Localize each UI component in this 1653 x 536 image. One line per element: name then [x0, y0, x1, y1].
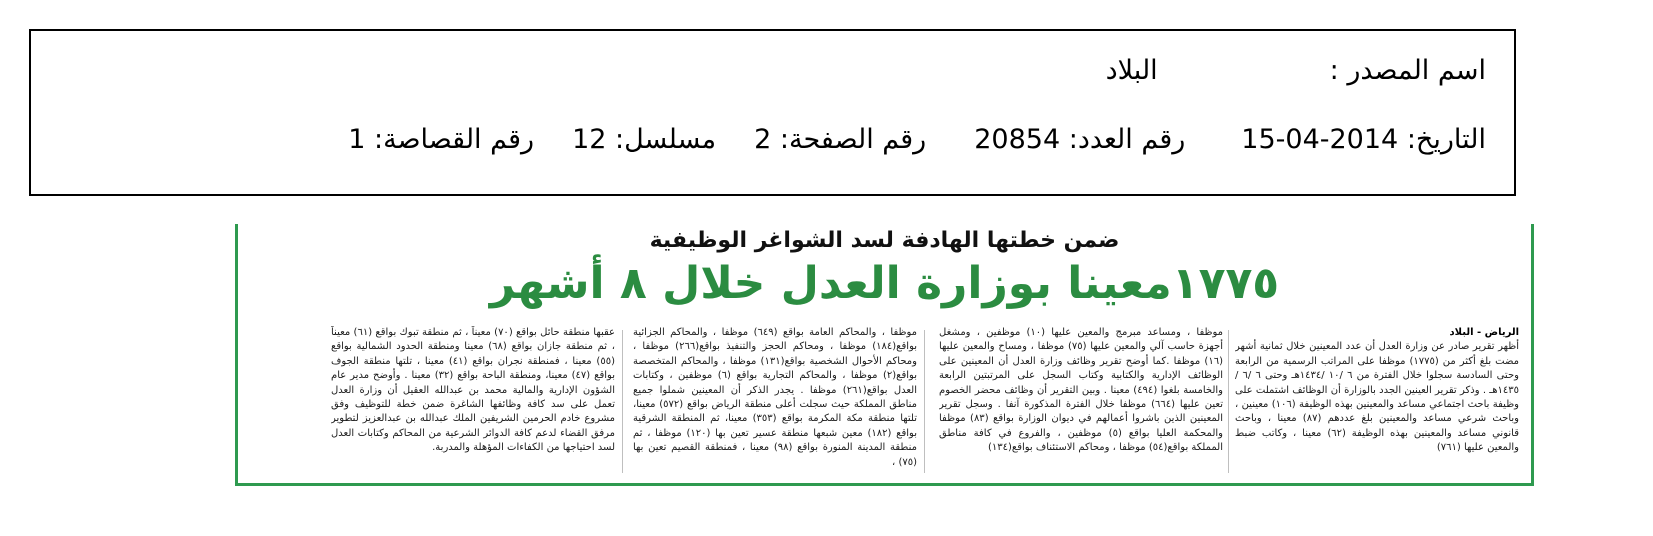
issue-field [974, 126, 1185, 153]
date-label: التاريخ: [1406, 124, 1486, 155]
column-2-text: موظفا ، ومساعد مبرمج والمعين عليها (١٠) موظفين ، ومشغل أجهزة حاسب آلي والمعين عليها (٧٥) موظفا ، ومساح والمعين عليها (١٦) موظفا .كما أوضح تقرير وظائف وزارة العدل أن المعينين على الوظائف الإدارية والكتابية وكتاب السجل على المرتبتين الرابعة والخامسة بلغوا (٤٩٤) معينا . وبين التقرير أن وظائف محضر الخصوم تعين عليها (٦٦٤) موظفا خلال الفترة المذكورة آنفا . وسجل تقرير المعينين الذين باشروا أعمالهم في ديوان الوزارة بواقع (٨٣) موظفا والمحكمة العليا بواقع (٥) موظفين ، والفروع في كافة مناطق المملكة بواقع(٥٤) موظفا ، ومحاكم الاستئناف بواقع(١٣٤) [939, 327, 1223, 454]
source-line [1106, 57, 1486, 84]
source-label: اسم المصدر : [1329, 55, 1486, 86]
article-kicker: ضمن خطتها الهادفة لسد الشواغر الوظيفية [649, 228, 1120, 253]
clip-field [348, 126, 534, 153]
article-column-4 [331, 326, 615, 477]
source-metadata-box [29, 29, 1516, 196]
newspaper-clipping [235, 224, 1534, 486]
article-column-3 [633, 326, 917, 477]
column-3-text: موظفا ، والمحاكم العامة بواقع (٦٤٩) موظفا ، والمحاكم الجزائية بواقع(١٨٤) موظفا ، ومحاكم الحجز والتنفيذ بواقع(٢٦٦) موظفا ، ومحاكم الأحوال الشخصية بواقع(١٣١) موظفا ، والمحاكم المتخصصة بواقع(٢) موظفا ، والمحاكم التجارية بواقع (٦) موظفين ، وكتابات العدل بواقع(٢٦١) موظفا . يجدر الذكر أن المعينين شملوا جميع مناطق المملكة حيث سجلت أعلى منطقة الرياض بواقع (٥٧٢) معينا، تلتها منطقة مكة المكرمة بواقع (٣٥٣) معينا، ثم المنطقة الشرقية بواقع (١٨٢) معين شبعها منطقة عسير تعين بها (١٢٠) موظفا ، ثم منطقة المدينة المنورة بواقع (٩٨) معينا ، فمنطقة القصيم تعين بها (٧٥) ، [633, 327, 917, 468]
column-divider [924, 330, 925, 473]
page-value: 2 [754, 124, 772, 155]
issue-details-line [348, 126, 1486, 153]
date-value: 2014-04-15 [1241, 124, 1399, 155]
column-divider [622, 330, 623, 473]
serial-value: 12 [572, 124, 607, 155]
column-divider [1228, 330, 1229, 473]
serial-label: مسلسل: [615, 124, 717, 155]
article-column-1 [1235, 326, 1519, 477]
column-4-text: عقبها منطقة حائل بواقع (٧٠) معيناً ، ثم منطقة تبوك بواقع (٦١) معيناً ، ثم منطقة جازان بواقع (٦٨) معينا ومنطقة الحدود الشمالية بواقع (٥٥) معينا ، فمنطقة نجران بواقع (٤١) معينا ، تلتها منطقة الجوف بواقع (٤٧) معينا، ومنطقة الباحة بواقع (٣٢) معينا . وأوضح مدير عام الشؤون الإدارية والمالية محمد بن عبدالله العقيل أن وزارة العدل تعمل على سد كافة وظائفها الشاغرة ضمن خطة للتوظيف وفق مشروع خادم الحرمين الشريفين الملك عبدالله بن عبدالعزيز لتطوير مرفق القضاء لدعم كافة الدوائر الشرعية من المحاكم وكتابات العدل لسد احتياجها من الكفاءات المؤهلة والمدربة. [331, 327, 615, 454]
page-label: رقم الصفحة: [779, 124, 927, 155]
article-column-2 [939, 326, 1223, 477]
issue-value: 20854 [974, 124, 1061, 155]
article-body [244, 326, 1525, 477]
article-headline: ١٧٧٥معينا بوزارة العدل خلال ٨ أشهر [489, 258, 1280, 309]
source-value: البلاد [1105, 55, 1158, 86]
article-dateline: الرياض - البلاد [1449, 327, 1519, 338]
clip-value: 1 [348, 124, 366, 155]
clip-label: رقم القصاصة: [374, 124, 535, 155]
page-field [754, 126, 926, 153]
issue-label: رقم العدد: [1068, 124, 1186, 155]
column-1-text: أظهر تقرير صادر عن وزارة العدل أن عدد المعينين خلال ثمانية أشهر مضت بلغ أكثر من (١٧٧٥) موظفا على المراتب الرسمية من الرابعة وحتى السادسة سجلوا خلال الفترة من ٦ /١٠ /١٤٣٤هـ وحتى ٦ /٦ /١٤٣٥هـ . وذكر تقرير العينين الجدد بالوزارة أن الوظائف اشتملت على وظيفة باحث اجتماعي مساعد والمعينين بهذه الوظيفة (١٠٦) معينين ، وباحث شرعي مساعد والمعينين بلغ عددهم (٨٧) معينا ، وباحث قانوني مساعد والمعينين بهذه الوظيفة (٦٢) معينا ، وكاتب ضبط والمعين عليها (٧٦١) [1235, 341, 1519, 454]
serial-field [572, 126, 716, 153]
date-field [1241, 126, 1486, 153]
